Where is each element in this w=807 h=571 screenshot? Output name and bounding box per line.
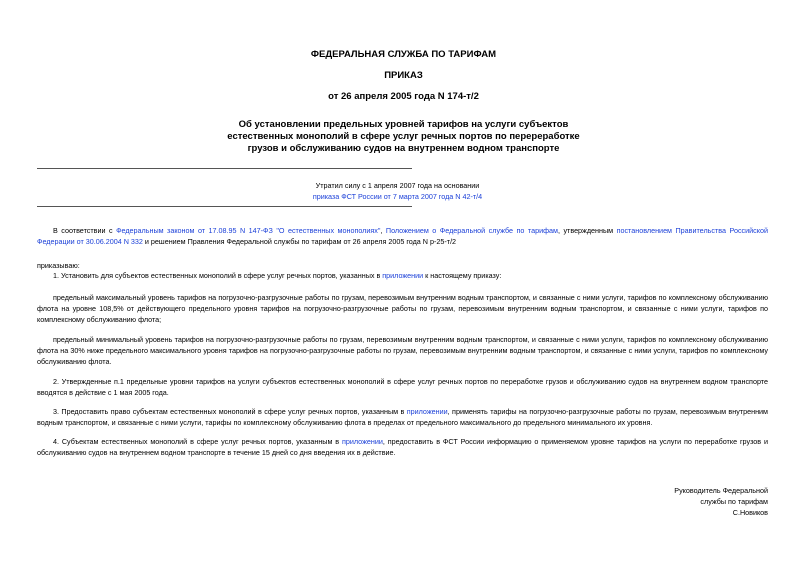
item-4-appendix-link[interactable]: приложении — [341, 437, 383, 446]
bottom-divider — [37, 206, 412, 207]
item-1 — [37, 270, 768, 281]
status-link[interactable]: приказа ФСТ России от 7 марта 2007 года N 42-т/4 — [312, 192, 483, 201]
orders-label: приказываю: — [37, 261, 80, 270]
item-3-appendix-link[interactable]: приложении — [406, 407, 448, 416]
preamble-text-3: , утвержденным — [557, 226, 617, 235]
signature-name: С.Новиков — [732, 508, 768, 517]
item-3-text: 3. Предоставить право субъектам естественных монополий в сфере услуг речных портов, указанным в — [53, 407, 407, 416]
signature-position-2: службы по тарифам — [700, 497, 768, 506]
item-1-text: 1. Установить для субъектов естественных монополий в сфере услуг речных портов, указанных в — [53, 271, 383, 280]
fst-regulation-link[interactable]: Положением о Федеральной службе по тарифам — [385, 226, 558, 235]
doc-title-line-1: Об установлении предельных уровней тарифов на услуги субъектов — [238, 119, 569, 130]
government-decree-link[interactable]: постановлением Правительства Российской Федерации от 30.06.2004 N 332 — [37, 226, 768, 246]
item-1-text-end: к настоящему приказу: — [423, 271, 502, 280]
status-text: Утратил силу с 1 апреля 2007 года на основании — [315, 181, 480, 190]
signature-block — [568, 485, 768, 518]
signature-position-1: Руководитель Федеральной — [674, 486, 768, 495]
doc-title-line-2: естественных монополий в сфере услуг речных портов по перереработке — [227, 131, 580, 142]
paragraph-max-level: предельный максимальный уровень тарифов на погрузочно-разгрузочные работы по грузам, перевозимым внутренним водным транспортом, и связанные с ними услуги, тарифов по комплексному обслуживанию флота на уровне 108,5% от действующего предельного уровня тарифов на погрузочно-разгрузочные работы по грузам, перевозимым внутренним водным транспортом, и связанные с ними услуги, тарифов по комплексному обслуживанию флота; — [37, 293, 768, 324]
doc-type: ПРИКАЗ — [384, 70, 423, 81]
item-3 — [37, 406, 768, 428]
top-divider — [37, 168, 412, 169]
preamble-text-2: , — [380, 226, 386, 235]
paragraph-min-level: предельный минимальный уровень тарифов на погрузочно-разгрузочные работы по грузам, перевозимым внутренним водным транспортом, и связанные с ними услуги, тарифов по комплексному обслуживанию флота на 30% ниже предельного максимального уровня тарифов на погрузочно-разгрузочные работы по грузам, перевозимым внутренним водным транспортом, и связанные с ними услуги, тарифов по комплексному обслуживанию флота. — [37, 335, 768, 366]
preamble — [37, 225, 768, 247]
item-4 — [37, 436, 768, 458]
doc-date: от 26 апреля 2005 года N 174-т/2 — [328, 91, 479, 102]
agency-name: ФЕДЕРАЛЬНАЯ СЛУЖБА ПО ТАРИФАМ — [310, 49, 497, 60]
federal-law-link[interactable]: Федеральным законом от 17.08.95 N 147-ФЗ "О естественных монополиях" — [116, 226, 381, 235]
item-4-text: 4. Субъектам естественных монополий в сфере услуг речных портов, указанным в — [53, 437, 342, 446]
item-3-text-end: , применять тарифы на погрузочно-разгрузочные работы по грузам, перевозимым внутренним водным транспортом, и связанные с ними услуги, тарифы по комплексному обслуживанию флота в пределах от предельного максимального до предельного минимального их уровня. — [37, 407, 769, 427]
preamble-text-1: В соответствии с — [53, 226, 117, 235]
doc-title-line-3: грузов и обслуживанию судов на внутреннем водном транспорте — [247, 143, 560, 154]
item-1-appendix-link[interactable]: приложении — [382, 271, 424, 280]
status-note — [240, 180, 555, 202]
item-4-text-end: , предоставить в ФСТ России информацию о применяемом уровне тарифов на услуги по переработке грузов и обслуживанию судов на внутреннем водном транспорте в течение 15 дней со дня введения их в действие. — [37, 437, 768, 457]
preamble-text-4: и решением Правления Федеральной службы по тарифам от 26 апреля 2005 года N р-25-т/2 — [142, 237, 457, 246]
item-2: 2. Утвержденные п.1 предельные уровни тарифов на услуги субъектов естественных монополий в сфере услуг речных портов по переработке грузов и обслуживанию судов на внутреннем водном транспорте вводятся в действие с 1 мая 2005 года. — [37, 377, 768, 397]
